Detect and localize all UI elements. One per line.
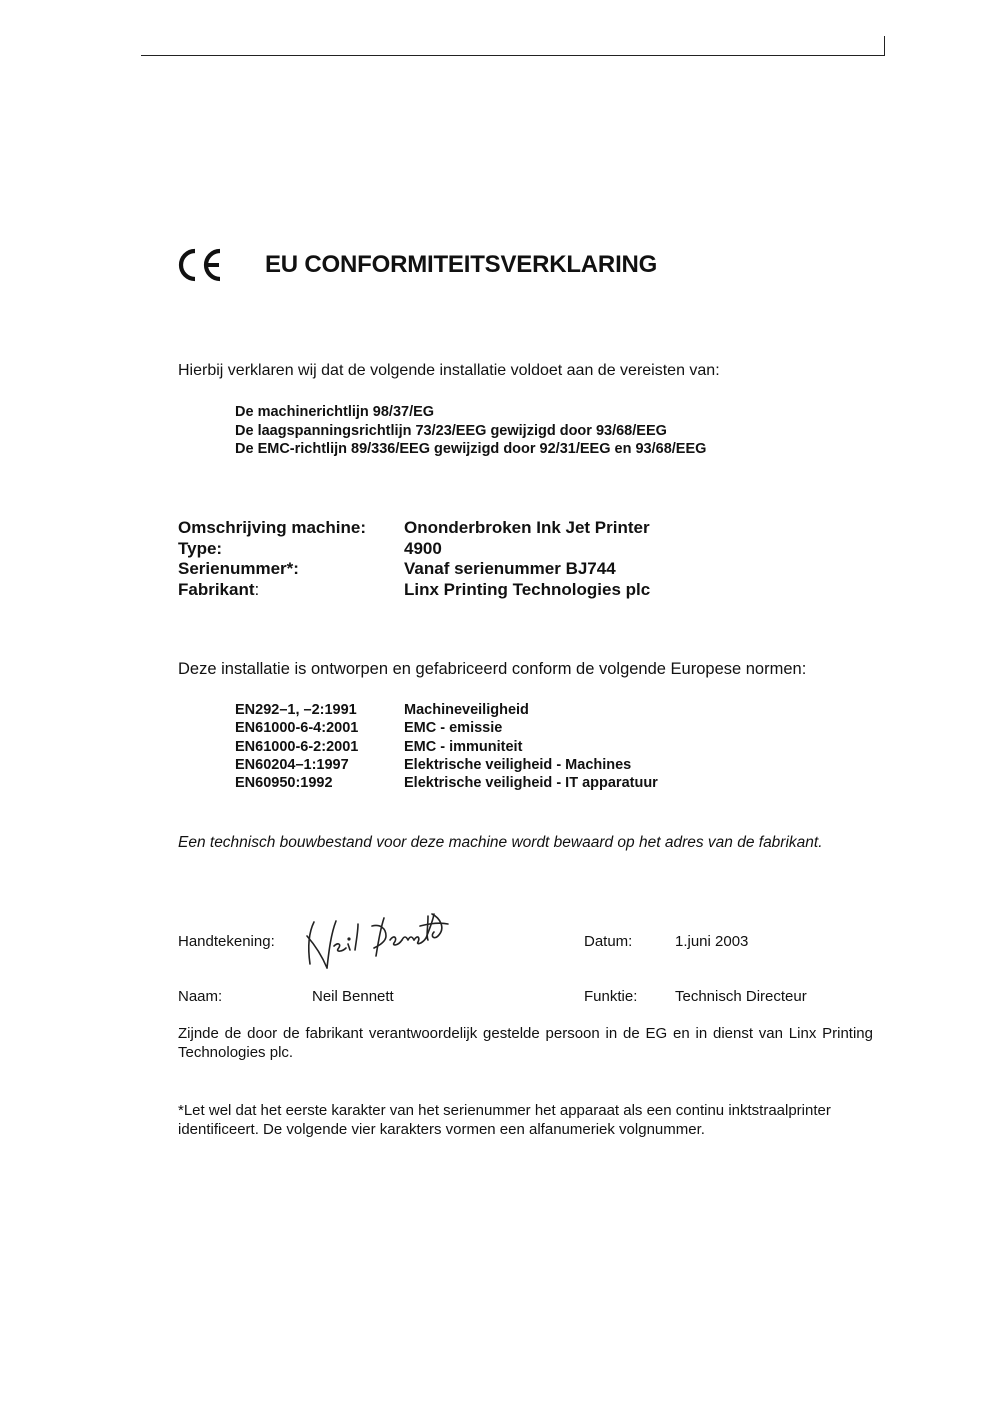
serial-number-footnote: *Let wel dat het eerste karakter van het serienummer het apparaat als een continu inktstraalprinter identificeert. De volgende vier karakters vormen een alfanumeriek volgnummer. bbox=[178, 1102, 831, 1138]
spec-row-machine bbox=[178, 518, 650, 539]
intro-text: Hierbij verklaren wij dat de volgende installatie voldoet aan de vereisten van: bbox=[178, 362, 720, 379]
spec-row-serial bbox=[178, 559, 650, 580]
responsible-person-text: Zijnde de door de fabrikant verantwoordelijk gestelde persoon in de EG en in dienst van Linx Printing Technologies plc. bbox=[178, 1025, 873, 1061]
function-label: Funktie: bbox=[584, 988, 638, 1005]
directive-item: De laagspanningsrichtlijn 73/23/EEG gewijzigd door 93/68/EEG bbox=[235, 422, 667, 439]
norm-code: EN60204–1:1997 bbox=[235, 756, 349, 773]
signature-label: Handtekening: bbox=[178, 933, 275, 950]
spec-value: 4900 bbox=[404, 538, 442, 558]
norm-row bbox=[235, 756, 658, 774]
spec-label: Serienummer*: bbox=[178, 559, 299, 578]
norm-code: EN60950:1992 bbox=[235, 775, 333, 792]
norm-desc: Machineveiligheid bbox=[404, 702, 529, 718]
function-value: Technisch Directeur bbox=[675, 988, 807, 1005]
norm-code: EN61000-6-2:2001 bbox=[235, 738, 359, 755]
norm-desc: Elektrische veiligheid - Machines bbox=[404, 756, 632, 773]
norm-row bbox=[235, 701, 658, 719]
spec-value: Linx Printing Technologies plc bbox=[404, 579, 651, 599]
norm-desc: EMC - emissie bbox=[404, 720, 503, 737]
spec-label: Omschrijving machine: bbox=[178, 518, 366, 537]
spec-row-manufacturer bbox=[178, 580, 650, 601]
spec-value: Ononderbroken Ink Jet Printer bbox=[404, 518, 650, 537]
spec-row-type bbox=[178, 539, 650, 560]
name-value: Neil Bennett bbox=[312, 988, 394, 1005]
spec-label: Type: bbox=[178, 538, 223, 558]
directive-item: De EMC-richtlijn 89/336/EEG gewijzigd door 92/31/EEG en 93/68/EEG bbox=[235, 441, 707, 457]
norm-row bbox=[235, 719, 658, 737]
date-label: Datum: bbox=[584, 933, 633, 950]
technical-file-note: Een technisch bouwbestand voor deze machine wordt bewaard op het adres van de fabrikant. bbox=[178, 834, 823, 851]
directives-list bbox=[235, 403, 706, 459]
spec-label-colon: : bbox=[254, 579, 260, 599]
spec-label-wrap bbox=[178, 580, 404, 601]
norm-desc: Elektrische veiligheid - IT apparatuur bbox=[404, 775, 658, 792]
directive-item: De machinerichtlijn 98/37/EG bbox=[235, 404, 435, 420]
norms-intro-text: Deze installatie is ontworpen en gefabriceerd conform de volgende Europese normen: bbox=[178, 660, 807, 678]
header-rule bbox=[141, 55, 885, 56]
norms-table bbox=[235, 701, 658, 792]
ce-mark-icon bbox=[176, 247, 224, 283]
name-label: Naam: bbox=[178, 988, 223, 1005]
page-title: EU CONFORMITEITSVERKLARING bbox=[265, 251, 658, 278]
norm-row bbox=[235, 738, 658, 756]
handwritten-signature bbox=[298, 906, 453, 972]
norm-desc: EMC - immuniteit bbox=[404, 738, 523, 755]
norm-code: EN61000-6-4:2001 bbox=[235, 720, 359, 737]
spec-value: Vanaf serienummer BJ744 bbox=[404, 559, 616, 578]
spec-label: Fabrikant bbox=[178, 579, 255, 599]
machine-spec-table bbox=[178, 518, 650, 600]
header-tick bbox=[884, 36, 885, 56]
date-value: 1.juni 2003 bbox=[675, 933, 749, 950]
norm-row bbox=[235, 774, 658, 792]
norm-code: EN292–1, –2:1991 bbox=[235, 702, 357, 718]
